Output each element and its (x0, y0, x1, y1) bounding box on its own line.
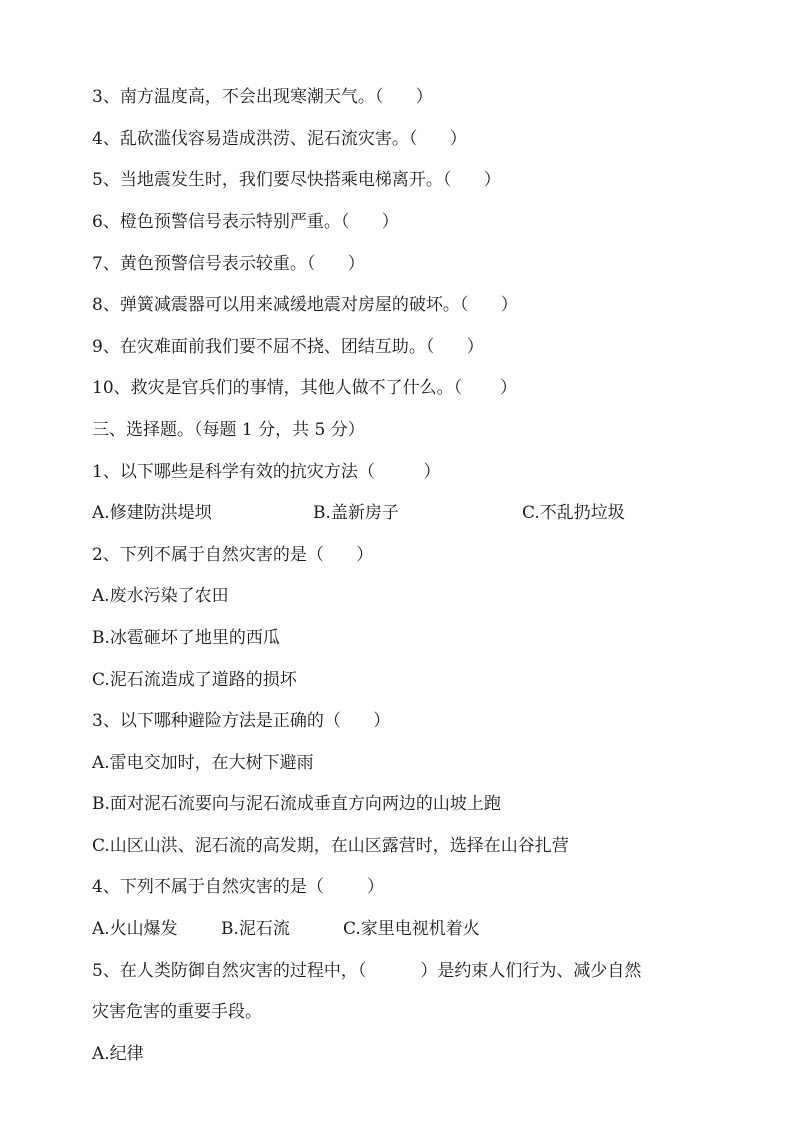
question-4-option-c: C.家里电视机着火 (343, 919, 480, 939)
true-false-item-5: 5、当地震发生时，我们要尽快搭乘电梯离开。（ ） (92, 170, 501, 190)
question-3-option-a: A.雷电交加时，在大树下避雨 (92, 753, 314, 773)
question-4-option-a: A.火山爆发 (92, 919, 178, 939)
question-3-option-c: C.山区山洪、泥石流的高发期，在山区露营时，选择在山谷扎营 (92, 836, 569, 856)
true-false-item-4: 4、乱砍滥伐容易造成洪涝、泥石流灾害。（ ） (92, 129, 467, 149)
true-false-item-3: 3、南方温度高，不会出现寒潮天气。（ ） (92, 87, 433, 107)
question-1-option-c: C.不乱扔垃圾 (522, 503, 625, 523)
question-5-stem-line-1: 5、在人类防御自然灾害的过程中，（ ）是约束人们行为、减少自然 (92, 961, 642, 981)
question-1-stem: 1、以下哪些是科学有效的抗灾方法（ ） (92, 462, 441, 482)
question-5-stem-line-2: 灾害危害的重要手段。 (92, 1002, 262, 1022)
question-2-option-c: C.泥石流造成了道路的损坏 (92, 670, 297, 690)
question-2-stem: 2、下列不属于自然灾害的是（ ） (92, 545, 374, 565)
question-1-option-b: B.盖新房子 (313, 503, 399, 523)
true-false-item-7: 7、黄色预警信号表示较重。（ ） (92, 254, 365, 274)
question-2-option-a: A.废水污染了农田 (92, 586, 229, 606)
question-2-option-b: B.冰雹砸坏了地里的西瓜 (92, 628, 280, 648)
question-4-option-b: B.泥石流 (221, 919, 290, 939)
true-false-item-6: 6、橙色预警信号表示特别严重。（ ） (92, 212, 399, 232)
true-false-item-8: 8、弹簧减震器可以用来减缓地震对房屋的破坏。（ ） (92, 295, 518, 315)
question-5-option-a: A.纪律 (92, 1044, 144, 1064)
question-1-option-a: A.修建防洪堤坝 (92, 503, 212, 523)
true-false-item-9: 9、在灾难面前我们要不屈不挠、团结互助。（ ） (92, 337, 484, 357)
section-heading-multiple-choice: 三、选择题。（每题 1 分，共 5 分） (92, 420, 365, 440)
true-false-item-10: 10、救灾是官兵们的事情，其他人做不了什么。（ ） (92, 378, 517, 398)
question-3-option-b: B.面对泥石流要向与泥石流成垂直方向两边的山坡上跑 (92, 794, 501, 814)
question-3-stem: 3、以下哪种避险方法是正确的（ ） (92, 711, 391, 731)
question-4-stem: 4、下列不属于自然灾害的是（ ） (92, 877, 385, 897)
